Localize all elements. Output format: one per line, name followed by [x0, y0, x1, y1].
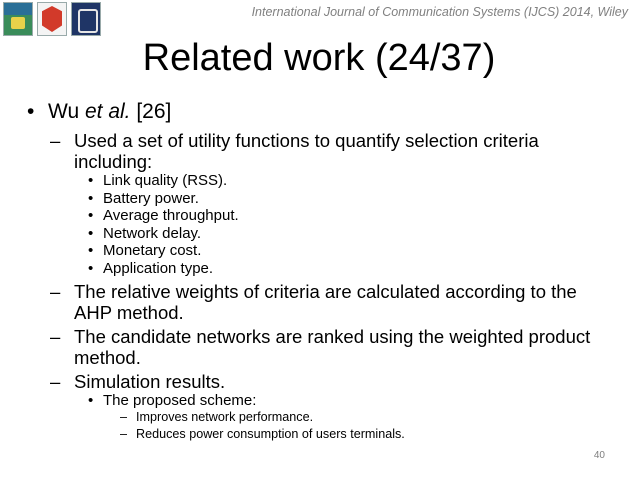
criteria-item	[0, 190, 638, 208]
criteria-item	[0, 242, 638, 260]
criteria-item	[0, 225, 638, 243]
bullet-icon: •	[27, 100, 35, 123]
utility-line-1: Used a set of utility functions to quantify selection criteria	[74, 130, 539, 151]
header-logos	[3, 2, 101, 36]
faculty-logo	[71, 2, 101, 36]
bullet-icon: •	[88, 189, 94, 207]
criteria-text: Application type.	[103, 259, 214, 277]
journal-header: International Journal of Communication Systems (IJCS) 2014, Wiley	[251, 5, 628, 19]
university-logo	[3, 2, 33, 36]
ahp-item	[0, 281, 638, 323]
author-bullet	[0, 100, 638, 124]
ahp-line-1: The relative weights of criteria are calculated according to the	[74, 280, 577, 302]
criteria-text: Link quality (RSS).	[103, 172, 228, 189]
dash-icon: –	[50, 370, 61, 392]
ranking-line-2: method.	[74, 346, 141, 368]
bullet-icon: •	[88, 242, 94, 260]
bullet-icon: •	[88, 207, 94, 225]
criteria-text: Network delay.	[103, 224, 202, 242]
effect-text: Improves network performance.	[136, 410, 314, 425]
effect-text: Reduces power consumption of users terminals.	[136, 426, 405, 441]
criteria-item	[0, 207, 638, 225]
bullet-icon: •	[88, 224, 94, 242]
simulation-label: Simulation results.	[74, 370, 226, 392]
dash-icon: –	[120, 410, 128, 425]
ranking-line-1: The candidate networks are ranked using the weighted product	[74, 325, 591, 347]
criteria-text: Monetary cost.	[103, 242, 202, 260]
dash-icon: –	[120, 426, 128, 441]
dash-icon: –	[50, 325, 61, 347]
author-etal: et al.	[84, 100, 131, 123]
criteria-text: Battery power.	[103, 189, 199, 207]
author-ref: [26]	[136, 100, 172, 123]
bullet-icon: •	[88, 172, 94, 189]
criteria-item	[0, 172, 638, 190]
scheme-item	[0, 392, 638, 410]
bullet-icon: •	[88, 259, 94, 277]
utility-item	[0, 130, 638, 172]
effect-item	[0, 426, 638, 443]
ranking-item	[0, 326, 638, 368]
bullet-icon: •	[88, 391, 94, 409]
scheme-text: The proposed scheme:	[103, 391, 257, 409]
criteria-text: Average throughput.	[103, 207, 239, 225]
simulation-item	[0, 371, 638, 392]
slide-body	[0, 100, 638, 442]
dash-icon: –	[50, 280, 61, 302]
utility-line-2: including:	[74, 151, 153, 172]
page-number: 40	[593, 450, 605, 461]
dash-icon: –	[50, 130, 61, 151]
effect-item	[0, 409, 638, 426]
ahp-line-2: AHP method.	[74, 301, 184, 323]
author-name: Wu	[48, 100, 80, 123]
slide-title: Related work (24/37)	[142, 37, 496, 79]
institute-crest-logo	[37, 2, 67, 36]
criteria-item	[0, 260, 638, 278]
